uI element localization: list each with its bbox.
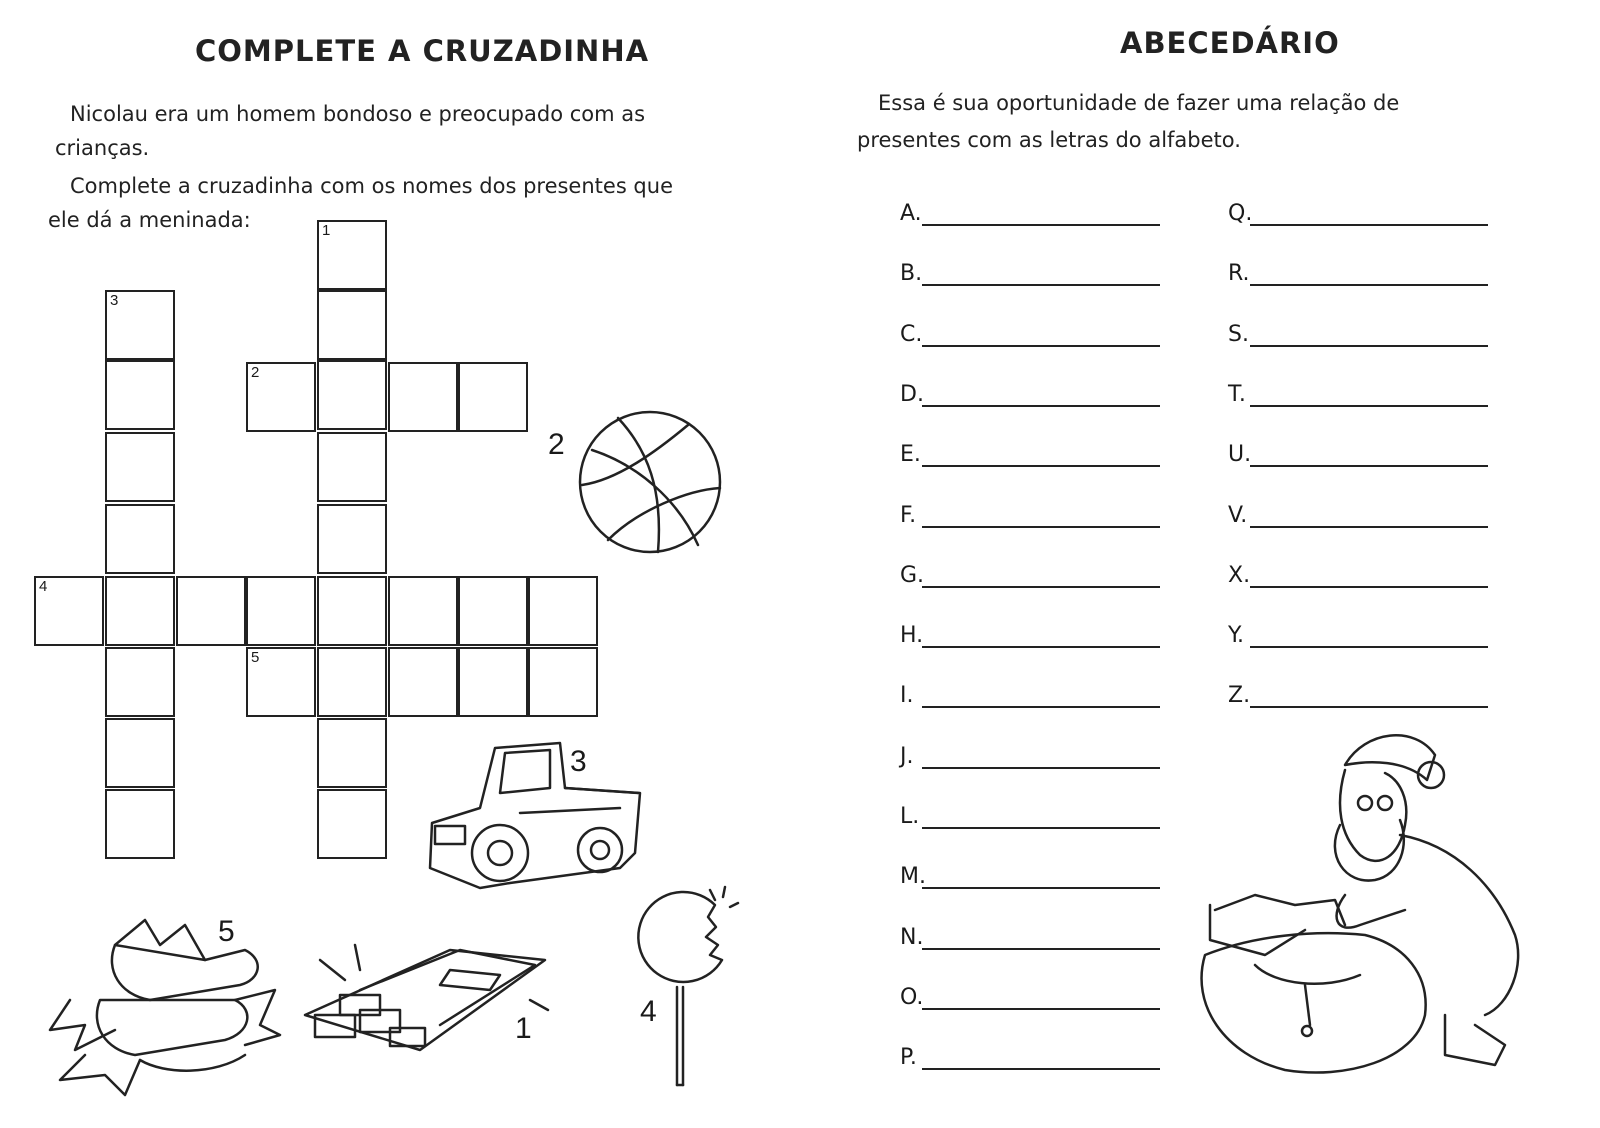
candy-icon xyxy=(45,915,285,1100)
answer-blank[interactable] xyxy=(922,645,1160,648)
answer-blank[interactable] xyxy=(922,705,1160,708)
lollipop-number: 4 xyxy=(640,995,657,1028)
alphabet-line[interactable] xyxy=(900,1042,1160,1072)
crossword-cell[interactable] xyxy=(388,576,458,646)
crossword-cell[interactable] xyxy=(317,360,387,430)
alphabet-line[interactable] xyxy=(900,801,1160,831)
alphabet-intro-line-2: presentes com as letras do alfabeto. xyxy=(857,128,1241,152)
intro-line-3: Complete a cruzadinha com os nomes dos presentes que xyxy=(70,174,673,198)
crossword-cell[interactable] xyxy=(458,362,528,432)
crossword-cell[interactable] xyxy=(317,789,387,859)
alphabet-line[interactable] xyxy=(900,982,1160,1012)
alphabet-line[interactable] xyxy=(900,500,1160,530)
alphabet-letter: B. xyxy=(900,261,923,287)
answer-blank[interactable] xyxy=(1250,645,1488,648)
clue-number: 1 xyxy=(322,222,331,239)
answer-blank[interactable] xyxy=(1250,344,1488,347)
alphabet-line[interactable] xyxy=(900,861,1160,891)
alphabet-line[interactable] xyxy=(1228,198,1488,228)
alphabet-line[interactable] xyxy=(900,680,1160,710)
lollipop-icon xyxy=(630,885,740,1090)
crossword-cell[interactable] xyxy=(317,718,387,788)
alphabet-letter: E. xyxy=(900,442,921,468)
answer-blank[interactable] xyxy=(922,886,1160,889)
alphabet-letter: Q. xyxy=(1228,201,1253,226)
crossword-cell[interactable] xyxy=(105,647,175,717)
crossword-cell[interactable] xyxy=(458,576,528,646)
crossword-title: COMPLETE A CRUZADINHA xyxy=(195,34,650,68)
intro-line-4: ele dá a meninada: xyxy=(48,208,251,232)
answer-blank[interactable] xyxy=(1250,705,1488,708)
alphabet-line[interactable] xyxy=(1228,379,1488,409)
crossword-cell[interactable] xyxy=(176,576,246,646)
truck-number: 3 xyxy=(570,745,587,778)
alphabet-letter: I. xyxy=(900,683,914,709)
alphabet-letter: A. xyxy=(900,201,922,226)
clue-number: 4 xyxy=(39,578,48,595)
alphabet-line[interactable] xyxy=(900,379,1160,409)
basketball-icon xyxy=(578,410,723,555)
answer-blank[interactable] xyxy=(922,404,1160,407)
intro-line-1: Nicolau era um homem bondoso e preocupado com as xyxy=(70,102,646,126)
alphabet-line[interactable] xyxy=(900,922,1160,952)
alphabet-line[interactable] xyxy=(1228,560,1488,590)
alphabet-letter: J. xyxy=(900,743,914,769)
crossword-cell[interactable] xyxy=(105,290,175,360)
crossword-cell[interactable] xyxy=(317,647,387,717)
answer-blank[interactable] xyxy=(1250,464,1488,467)
answer-blank[interactable] xyxy=(922,525,1160,528)
crossword-cell[interactable] xyxy=(105,718,175,788)
alphabet-line[interactable] xyxy=(900,258,1160,288)
crossword-cell[interactable] xyxy=(246,647,316,717)
clue-number: 2 xyxy=(251,364,260,381)
crossword-cell[interactable] xyxy=(317,504,387,574)
crossword-cell[interactable] xyxy=(317,290,387,360)
truck-icon xyxy=(420,738,650,893)
alphabet-line[interactable] xyxy=(1228,258,1488,288)
chocolate-bar-icon xyxy=(300,940,550,1060)
crossword-cell[interactable] xyxy=(105,504,175,574)
crossword-cell[interactable] xyxy=(34,576,104,646)
crossword-cell[interactable] xyxy=(458,647,528,717)
alphabet-line[interactable] xyxy=(1228,500,1488,530)
alphabet-line[interactable] xyxy=(1228,319,1488,349)
alphabet-letter: R. xyxy=(1228,261,1250,287)
answer-blank[interactable] xyxy=(922,1067,1160,1070)
answer-blank[interactable] xyxy=(1250,283,1488,286)
answer-blank[interactable] xyxy=(1250,404,1488,407)
alphabet-title: ABECEDÁRIO xyxy=(1120,26,1340,60)
crossword-cell[interactable] xyxy=(105,576,175,646)
clue-number: 5 xyxy=(251,649,260,666)
alphabet-letter: M. xyxy=(900,864,926,890)
alphabet-letter: D. xyxy=(900,381,924,407)
answer-blank[interactable] xyxy=(922,947,1160,950)
crossword-cell[interactable] xyxy=(317,220,387,290)
crossword-cell[interactable] xyxy=(317,432,387,502)
alphabet-line[interactable] xyxy=(900,439,1160,469)
alphabet-letter: G. xyxy=(900,562,925,588)
ball-number: 2 xyxy=(548,428,565,461)
alphabet-letter: V. xyxy=(1228,502,1248,528)
alphabet-letter: T. xyxy=(1228,381,1246,407)
santa-claus-icon xyxy=(1195,725,1555,1085)
alphabet-letter: Y. xyxy=(1228,623,1244,649)
alphabet-intro-line-1: Essa é sua oportunidade de fazer uma relação de xyxy=(878,91,1400,115)
crossword-cell[interactable] xyxy=(105,432,175,502)
clue-number: 3 xyxy=(110,292,119,309)
alphabet-letter: O. xyxy=(900,984,924,1010)
alphabet-line[interactable] xyxy=(900,560,1160,590)
answer-blank[interactable] xyxy=(922,1007,1160,1010)
crossword-cell[interactable] xyxy=(388,362,458,432)
answer-blank[interactable] xyxy=(922,283,1160,286)
alphabet-line[interactable] xyxy=(1228,680,1488,710)
crossword-cell[interactable] xyxy=(528,647,598,717)
alphabet-line[interactable] xyxy=(1228,439,1488,469)
alphabet-line[interactable] xyxy=(900,620,1160,650)
alphabet-letter: C. xyxy=(900,321,923,347)
alphabet-letter: H. xyxy=(900,623,924,649)
crossword-cell[interactable] xyxy=(246,362,316,432)
crossword-cell[interactable] xyxy=(528,576,598,646)
alphabet-letter: N. xyxy=(900,924,924,950)
answer-blank[interactable] xyxy=(922,826,1160,829)
candy-number: 5 xyxy=(218,915,235,948)
answer-blank[interactable] xyxy=(922,464,1160,467)
answer-blank[interactable] xyxy=(922,223,1160,226)
alphabet-letter: L. xyxy=(900,804,920,829)
answer-blank[interactable] xyxy=(922,766,1160,769)
crossword-cell[interactable] xyxy=(105,360,175,430)
alphabet-letter: X. xyxy=(1228,562,1251,588)
alphabet-letter: S. xyxy=(1228,321,1249,347)
alphabet-letter: P. xyxy=(900,1045,917,1071)
crossword-cell[interactable] xyxy=(388,647,458,717)
answer-blank[interactable] xyxy=(922,585,1160,588)
intro-line-2: crianças. xyxy=(55,136,150,160)
crossword-cell[interactable] xyxy=(246,576,316,646)
alphabet-letter: Z. xyxy=(1228,683,1251,709)
chocolate-number: 1 xyxy=(515,1012,532,1045)
answer-blank[interactable] xyxy=(1250,585,1488,588)
answer-blank[interactable] xyxy=(1250,525,1488,528)
alphabet-line[interactable] xyxy=(900,198,1160,228)
alphabet-letter: U. xyxy=(1228,442,1252,468)
alphabet-letter: F. xyxy=(900,502,917,528)
answer-blank[interactable] xyxy=(922,344,1160,347)
answer-blank[interactable] xyxy=(1250,223,1488,226)
crossword-cell[interactable] xyxy=(317,576,387,646)
alphabet-line[interactable] xyxy=(900,741,1160,771)
alphabet-line[interactable] xyxy=(900,319,1160,349)
alphabet-line[interactable] xyxy=(1228,620,1488,650)
crossword-cell[interactable] xyxy=(105,789,175,859)
